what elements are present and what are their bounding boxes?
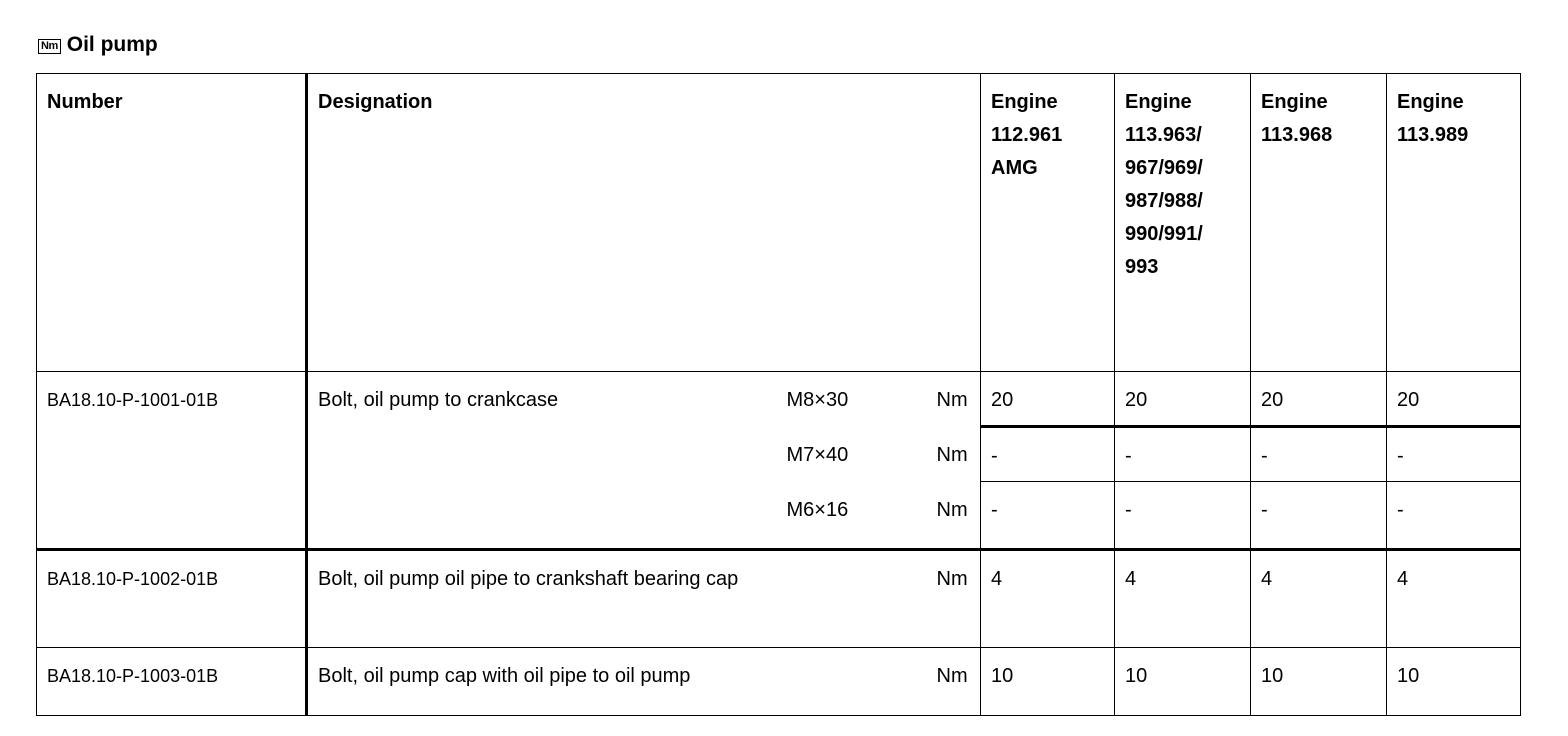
engine-1-value: - (981, 482, 1115, 550)
engine-3-value: 4 (1251, 550, 1387, 648)
engine-4-value: 10 (1387, 648, 1521, 716)
torque-nm-icon: Nm (38, 39, 61, 54)
table-row (37, 550, 1521, 648)
table-row (37, 372, 1521, 427)
engine-3-value: - (1251, 482, 1387, 550)
part-number: BA18.10-P-1002-01B (37, 550, 307, 648)
engine-2-value: - (1115, 427, 1251, 482)
bolt-size: M6×16 (777, 482, 927, 550)
engine-4-value: 20 (1387, 372, 1521, 427)
unit: Nm (927, 372, 981, 427)
engine-4-value: 4 (1387, 550, 1521, 648)
header-designation: Designation (307, 74, 777, 372)
engine-1-value: - (981, 427, 1115, 482)
engine-2-value: 20 (1115, 372, 1251, 427)
section-title (38, 28, 158, 58)
torque-spec-table (36, 73, 1521, 716)
engine-2-value: - (1115, 482, 1251, 550)
part-number: BA18.10-P-1001-01B (37, 372, 307, 550)
unit: Nm (927, 482, 981, 550)
engine-3-value: 20 (1251, 372, 1387, 427)
engine-4-value: - (1387, 482, 1521, 550)
page-title: Oil pump (66, 33, 158, 56)
engine-2-value: 10 (1115, 648, 1251, 716)
engine-1-value: 4 (981, 550, 1115, 648)
part-number: BA18.10-P-1003-01B (37, 648, 307, 716)
header-engine-4: Engine 113.989 (1387, 74, 1521, 372)
engine-2-value: 4 (1115, 550, 1251, 648)
engine-4-value: - (1387, 427, 1521, 482)
header-engine-3: Engine 113.968 (1251, 74, 1387, 372)
header-engine-1: Engine 112.961 AMG (981, 74, 1115, 372)
bolt-size: M7×40 (786, 443, 849, 466)
designation: Bolt, oil pump to crankcase (307, 372, 777, 550)
table-header-row (37, 74, 1521, 372)
engine-3-value: 10 (1251, 648, 1387, 716)
header-size-blank (777, 74, 927, 372)
header-unit-blank (927, 74, 981, 372)
designation: Bolt, oil pump cap with oil pipe to oil pump (307, 648, 927, 716)
unit: Nm (927, 648, 981, 716)
unit: Nm (927, 427, 981, 482)
table-row (37, 648, 1521, 716)
header-number: Number (37, 74, 307, 372)
engine-3-value: - (1251, 427, 1387, 482)
header-engine-2: Engine 113.963/ 967/969/ 987/988/ 990/991/ 993 (1115, 74, 1251, 372)
engine-1-value: 10 (981, 648, 1115, 716)
designation: Bolt, oil pump oil pipe to crankshaft bearing cap (307, 550, 927, 648)
engine-1-value: 20 (981, 372, 1115, 427)
bolt-size: M8×30 (777, 372, 927, 427)
unit: Nm (927, 550, 981, 648)
